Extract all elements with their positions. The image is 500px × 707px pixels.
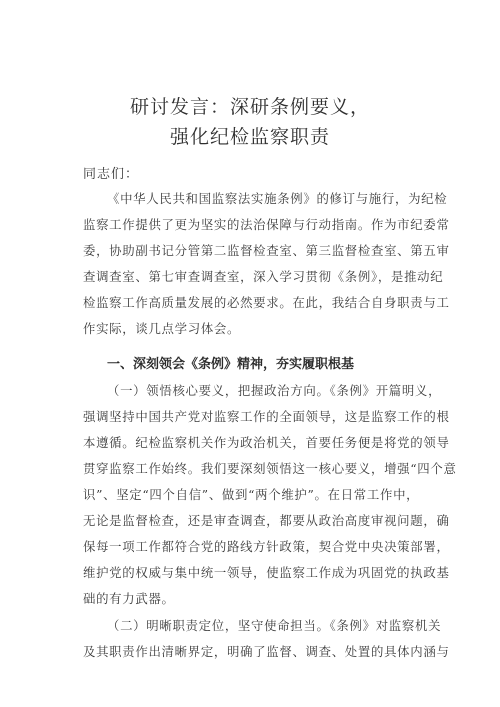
- salutation: 同志们：: [83, 167, 140, 182]
- intro-line: 监察工作提供了更为坚实的法治保障与行动指南。作为市纪委常: [83, 217, 450, 232]
- intro-line: 《中华人民共和国监察法实施条例》的修订与施行，为纪检: [107, 191, 448, 206]
- paragraph-line: 础的有力武器。: [83, 591, 175, 606]
- paragraph-line: 无论是监督检查，还是审查调查，都要从政治高度审视问题，确: [83, 513, 450, 528]
- paragraph-line: （一）领悟核心要义，把握政治方向。《条例》开篇明义，: [107, 383, 442, 398]
- intro-line: 作实际，谈几点学习体会。: [83, 321, 241, 336]
- document-title-line-2: 强化纪检监察职责: [169, 126, 330, 148]
- intro-line: 检监察工作高质量发展的必然要求。在此，我结合自身职责与工: [83, 295, 450, 310]
- paragraph-line: 保每一项工作都符合党的路线方针政策，契合党中央决策部署，: [83, 539, 450, 554]
- paragraph-line: （二）明晰职责定位，坚守使命担当。《条例》对监察机关: [107, 618, 442, 633]
- intro-line: 委，协助副书记分管第二监督检查室、第三监督检查室、第五审: [83, 243, 450, 258]
- paragraph-line: 识”、坚定“四个自信”、做到“两个维护”。在日常工作中，: [83, 487, 420, 502]
- paragraph-line: 强调坚持中国共产党对监察工作的全面领导，这是监察工作的根: [83, 409, 450, 424]
- document-title-line-1: 研讨发言：深研条例要义，: [129, 96, 370, 118]
- paragraph-line: 贯穿监察工作始终。我们要深刻领悟这一核心要义，增强“四个意: [83, 461, 457, 476]
- intro-line: 查调查室、第七审查调查室，深入学习贯彻《条例》，是推动纪: [83, 269, 444, 284]
- paragraph-line: 维护党的权威与集中统一领导，使监察工作成为巩固党的执政基: [83, 565, 450, 580]
- paragraph-line: 本遵循。纪检监察机关作为政治机关，首要任务便是将党的领导: [83, 435, 450, 450]
- section-heading: 一、深刻领会《条例》精神，夯实履职根基: [107, 357, 355, 372]
- paragraph-line: 及其职责作出清晰界定，明确了监督、调查、处置的具体内涵与: [83, 644, 450, 659]
